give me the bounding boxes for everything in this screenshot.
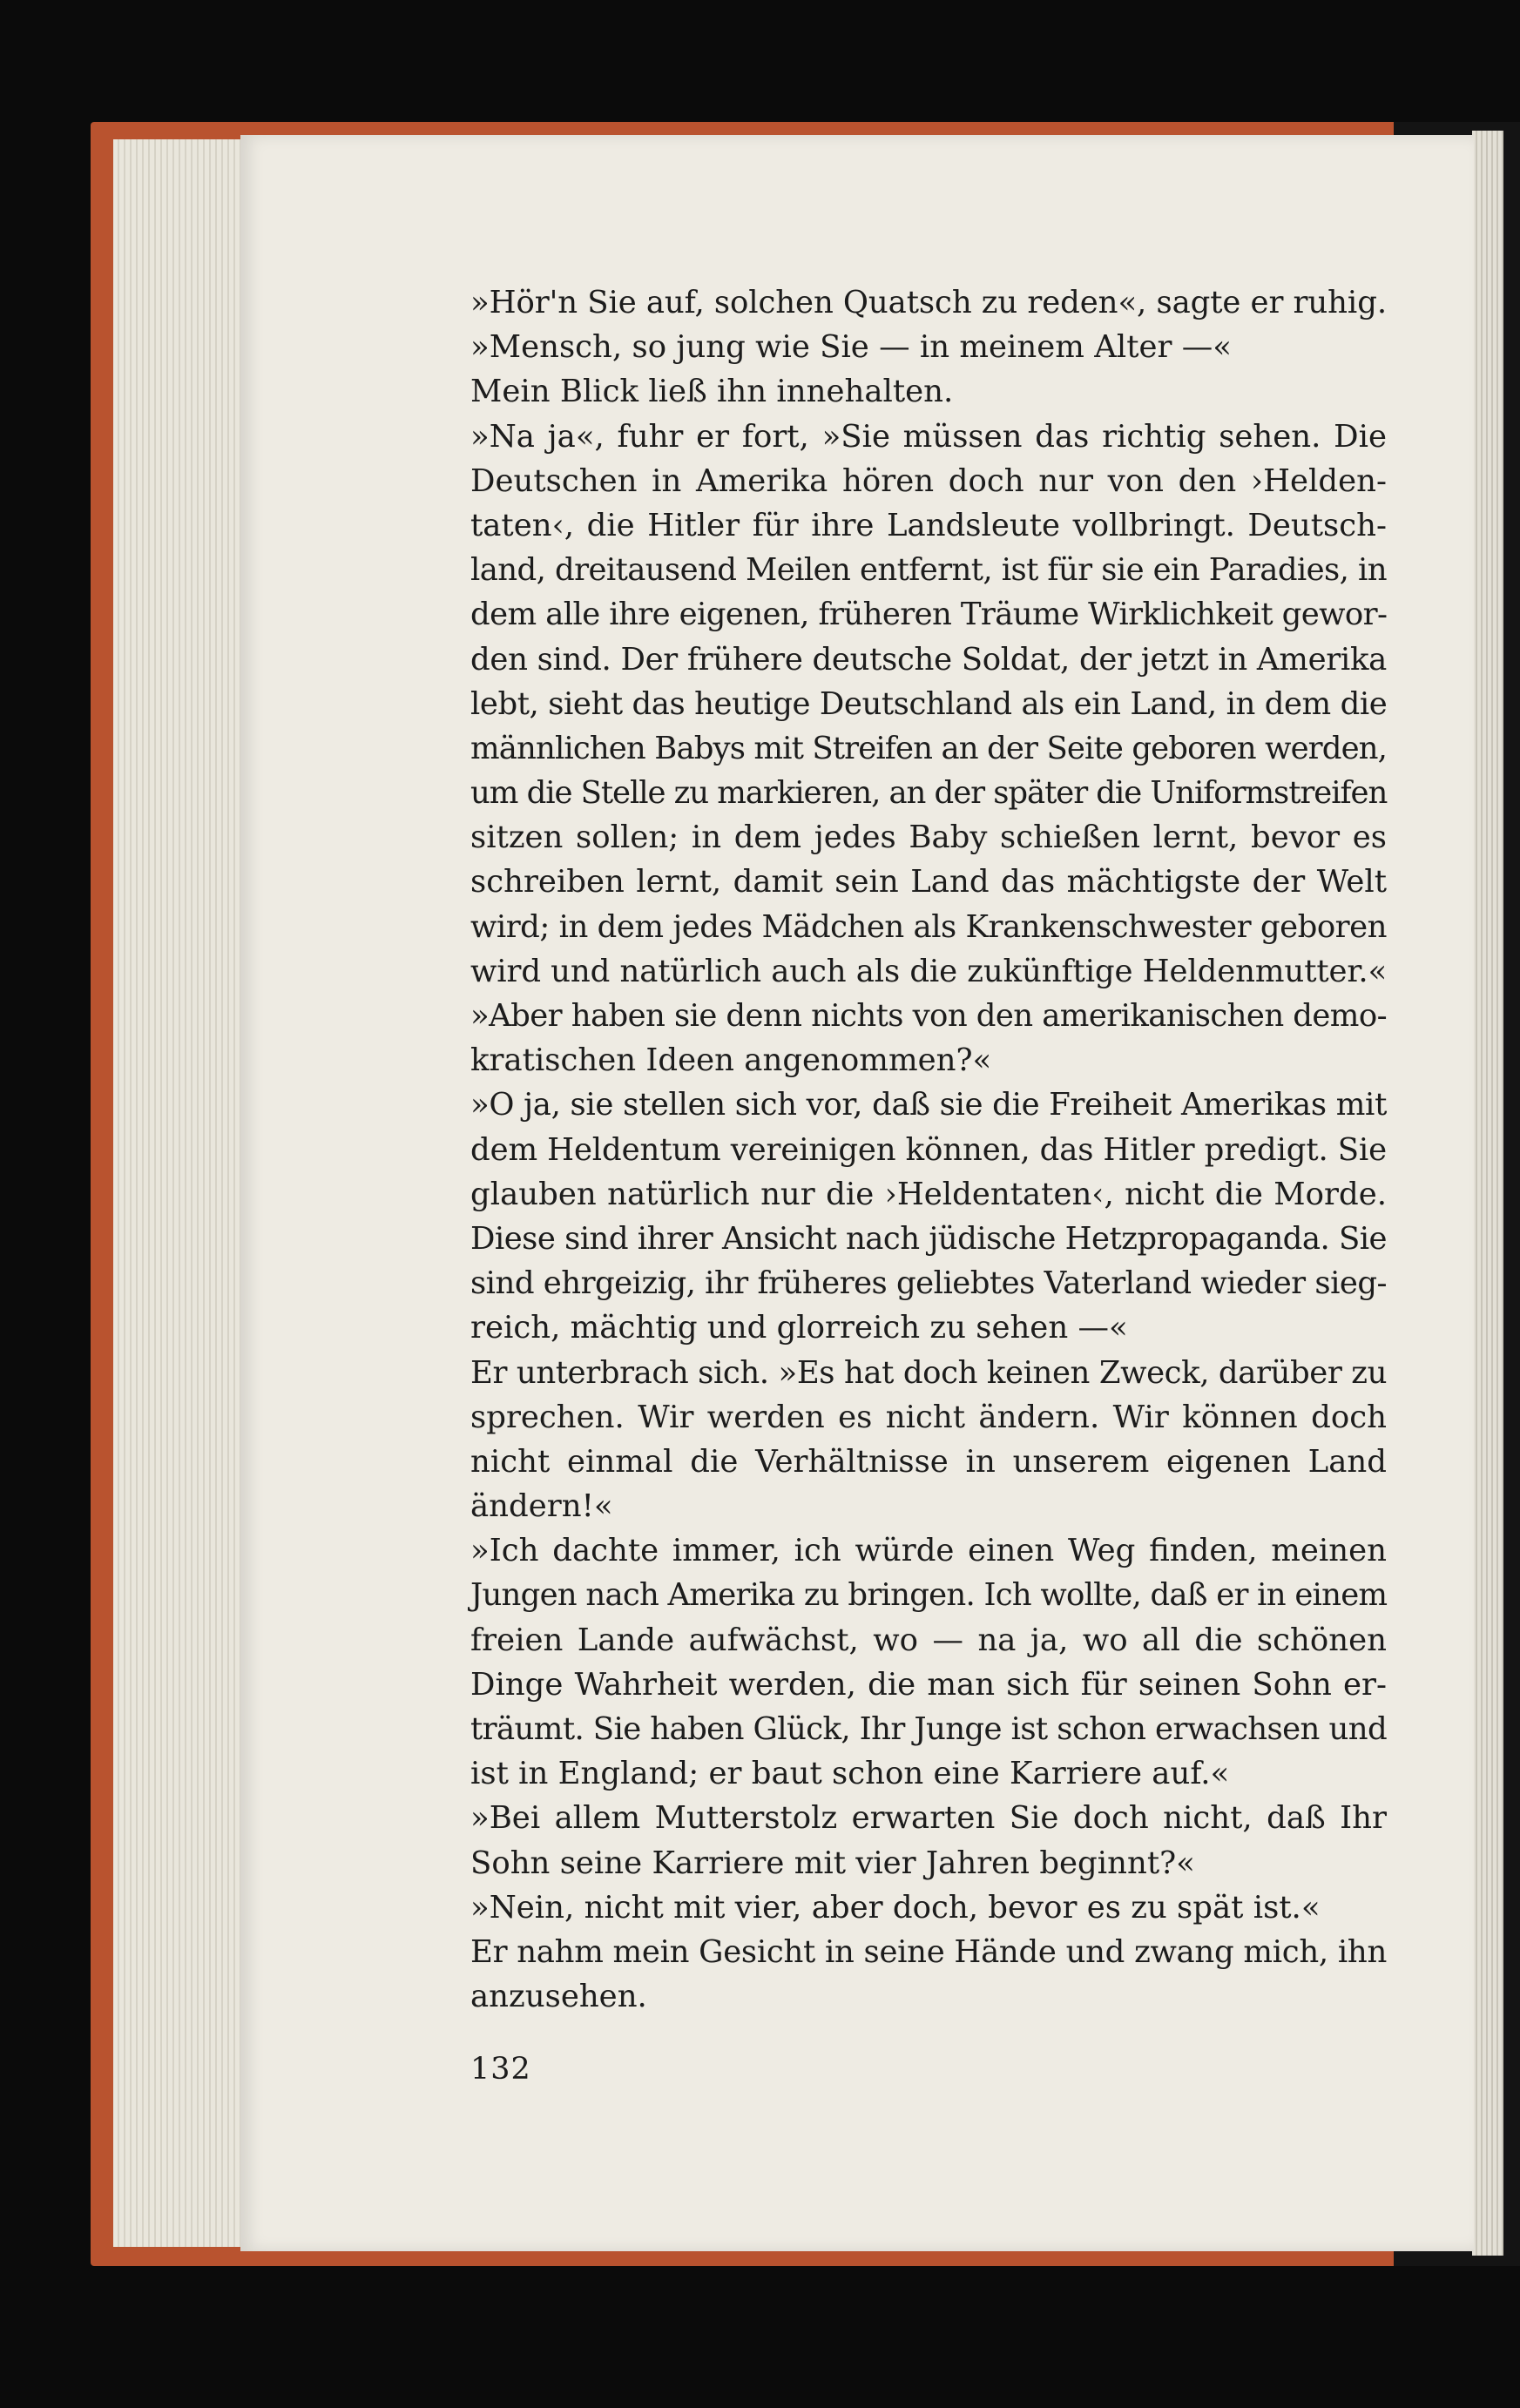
body-text (470, 280, 1387, 2019)
text-line: nicht einmal die Verhältnisse in unserem eigenen Land (470, 1443, 1387, 1480)
text-line: »Mensch, so jung wie Sie — in meinem Alter —« (470, 329, 1232, 366)
text-line: glauben natürlich nur die ›Heldentaten‹, nicht die Morde. (470, 1176, 1387, 1212)
text-line: taten‹, die Hitler für ihre Landsleute vollbringt. Deutsch- (470, 507, 1387, 543)
text-line: »Na ja«, fuhr er fort, »Sie müssen das richtig sehen. Die (470, 418, 1387, 455)
text-line: »Bei allem Mutterstolz erwarten Sie doch nicht, daß Ihr (470, 1800, 1387, 1837)
text-line: Mein Blick ließ ihn innehalten. (470, 374, 954, 410)
page-edges-right (1472, 131, 1503, 2256)
text-line: dem Heldentum vereinigen können, das Hitler predigt. Sie (470, 1131, 1387, 1168)
page-edges-left (113, 139, 244, 2247)
text-line: reich, mächtig und glorreich zu sehen —« (470, 1310, 1128, 1346)
text-line: Jungen nach Amerika zu bringen. Ich wollte, daß er in einem (470, 1577, 1388, 1614)
text-line: Er nahm mein Gesicht in seine Hände und zwang mich, ihn (470, 1933, 1387, 1970)
text-line: »Ich dachte immer, ich würde einen Weg finden, meinen (470, 1533, 1387, 1569)
text-line: freien Lande aufwächst, wo — na ja, wo all die schönen (470, 1622, 1387, 1658)
text-line: »Hör'n Sie auf, solchen Quatsch zu reden«, sagte er ruhig. (470, 285, 1387, 320)
text-line: »Aber haben sie denn nichts von den amerikanischen demo- (470, 998, 1387, 1034)
text-line: sitzen sollen; in dem jedes Baby schießen lernt, bevor es (470, 820, 1387, 856)
text-line: Dinge Wahrheit werden, die man sich für seinen Sohn er- (470, 1666, 1387, 1703)
text-line: Sohn seine Karriere mit vier Jahren beginnt?« (470, 1845, 1195, 1881)
text-line: kratischen Ideen angenommen?« (470, 1042, 992, 1079)
text-line: um die Stelle zu markieren, an der später die Uniformstreifen (470, 775, 1388, 812)
page-number: 132 (470, 2052, 531, 2087)
text-line: »Nein, nicht mit vier, aber doch, bevor es zu spät ist.« (470, 1889, 1321, 1926)
text-line: dem alle ihre eigenen, früheren Träume Wirklichkeit gewor- (470, 597, 1388, 633)
text-line: wird und natürlich auch als die zukünftige Heldenmutter.« (470, 953, 1388, 989)
text-line: männlichen Babys mit Streifen an der Seite geboren werden, (470, 730, 1388, 766)
text-line: lebt, sieht das heutige Deutschland als ein Land, in dem die (470, 685, 1388, 722)
text-line: Deutschen in Amerika hören doch nur von den ›Helden- (470, 462, 1387, 499)
text-line: Diese sind ihrer Ansicht nach jüdische Hetzpropaganda. Sie (470, 1220, 1387, 1257)
text-line: »O ja, sie stellen sich vor, daß sie die Freiheit Amerikas mit (470, 1087, 1387, 1123)
text-line: wird; in dem jedes Mädchen als Krankenschwester geboren (470, 908, 1387, 945)
text-line: land, dreitausend Meilen entfernt, ist für sie ein Paradies, in (470, 552, 1387, 589)
text-line: ist in England; er baut schon eine Karriere auf.« (470, 1756, 1230, 1792)
text-line: ändern!« (470, 1488, 613, 1525)
text-line: schreiben lernt, damit sein Land das mächtigste der Welt (470, 864, 1387, 900)
text-line: den sind. Der frühere deutsche Soldat, der jetzt in Amerika (470, 641, 1387, 678)
text-line: sind ehrgeizig, ihr früheres geliebtes Vaterland wieder sieg- (470, 1265, 1387, 1302)
text-line: sprechen. Wir werden es nicht ändern. Wir können doch (470, 1399, 1387, 1435)
text-line: anzusehen. (470, 1979, 647, 2015)
text-line: träumt. Sie haben Glück, Ihr Junge ist schon erwachsen und (470, 1711, 1388, 1747)
text-line: Er unterbrach sich. »Es hat doch keinen Zweck, darüber zu (470, 1354, 1388, 1391)
